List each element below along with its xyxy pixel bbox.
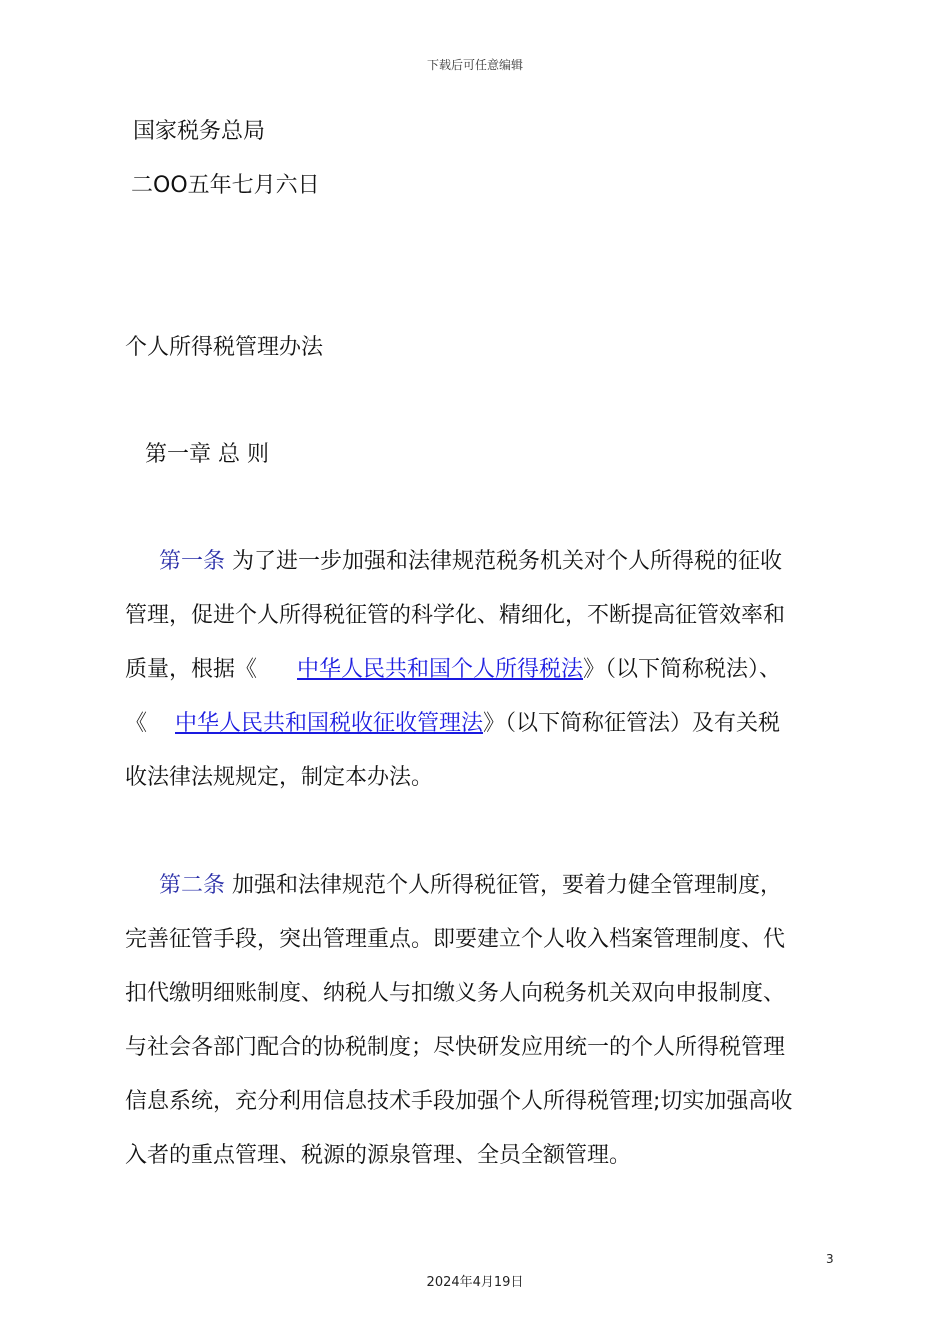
article-2-line-5: 信息系统，充分利用信息技术手段加强个人所得税管理;切实加强高收 (125, 1089, 793, 1114)
page-header: 下载后可任意编辑 (426, 58, 523, 72)
article-1-label: 第一条 (159, 549, 226, 574)
signature-org: 国家税务总局 (133, 119, 266, 144)
page-number: 3 (826, 1252, 834, 1266)
article-2-line-4: 与社会各部门配合的协税制度；尽快研发应用统一的个人所得税管理 (125, 1035, 786, 1060)
article-2-line-2: 完善征管手段，突出管理重点。即要建立个人收入档案管理制度、代 (125, 927, 786, 952)
article-1-line-1: 第一条 为了进一步加强和法律规范税务机关对个人所得税的征收 (159, 549, 783, 574)
article-1-line-5: 收法律法规规定，制定本办法。 (125, 765, 434, 790)
collection-law-link[interactable]: 中华人民共和国税收征收管理法 (175, 711, 484, 736)
footer-date: 2024年4月19日 (426, 1275, 524, 1290)
signature-date: 二OO五年七月六日 (131, 173, 320, 198)
tax-law-link[interactable]: 中华人民共和国个人所得税法 (297, 657, 584, 682)
article-2-line-1: 第二条 加强和法律规范个人所得税征管，要着力健全管理制度， (159, 873, 783, 898)
article-2-line-3: 扣代缴明细账制度、纳税人与扣缴义务人向税务机关双向申报制度、 (125, 981, 786, 1006)
article-2-line-6: 入者的重点管理、税源的源泉管理、全员全额管理。 (125, 1143, 632, 1168)
article-1-line-2: 管理，促进个人所得税征管的科学化、精细化，不断提高征管效率和 (125, 603, 786, 628)
chapter-heading: 第一章 总 则 (145, 442, 269, 467)
article-1-line-4: 《 中华人民共和国税收征收管理法》（以下简称征管法）及有关税 (125, 711, 781, 736)
document-title: 个人所得税管理办法 (125, 335, 324, 360)
article-1-line-3: 质量，根据《 中华人民共和国个人所得税法》（以下简称税法）、 (125, 657, 782, 682)
article-2-label: 第二条 (159, 873, 226, 898)
